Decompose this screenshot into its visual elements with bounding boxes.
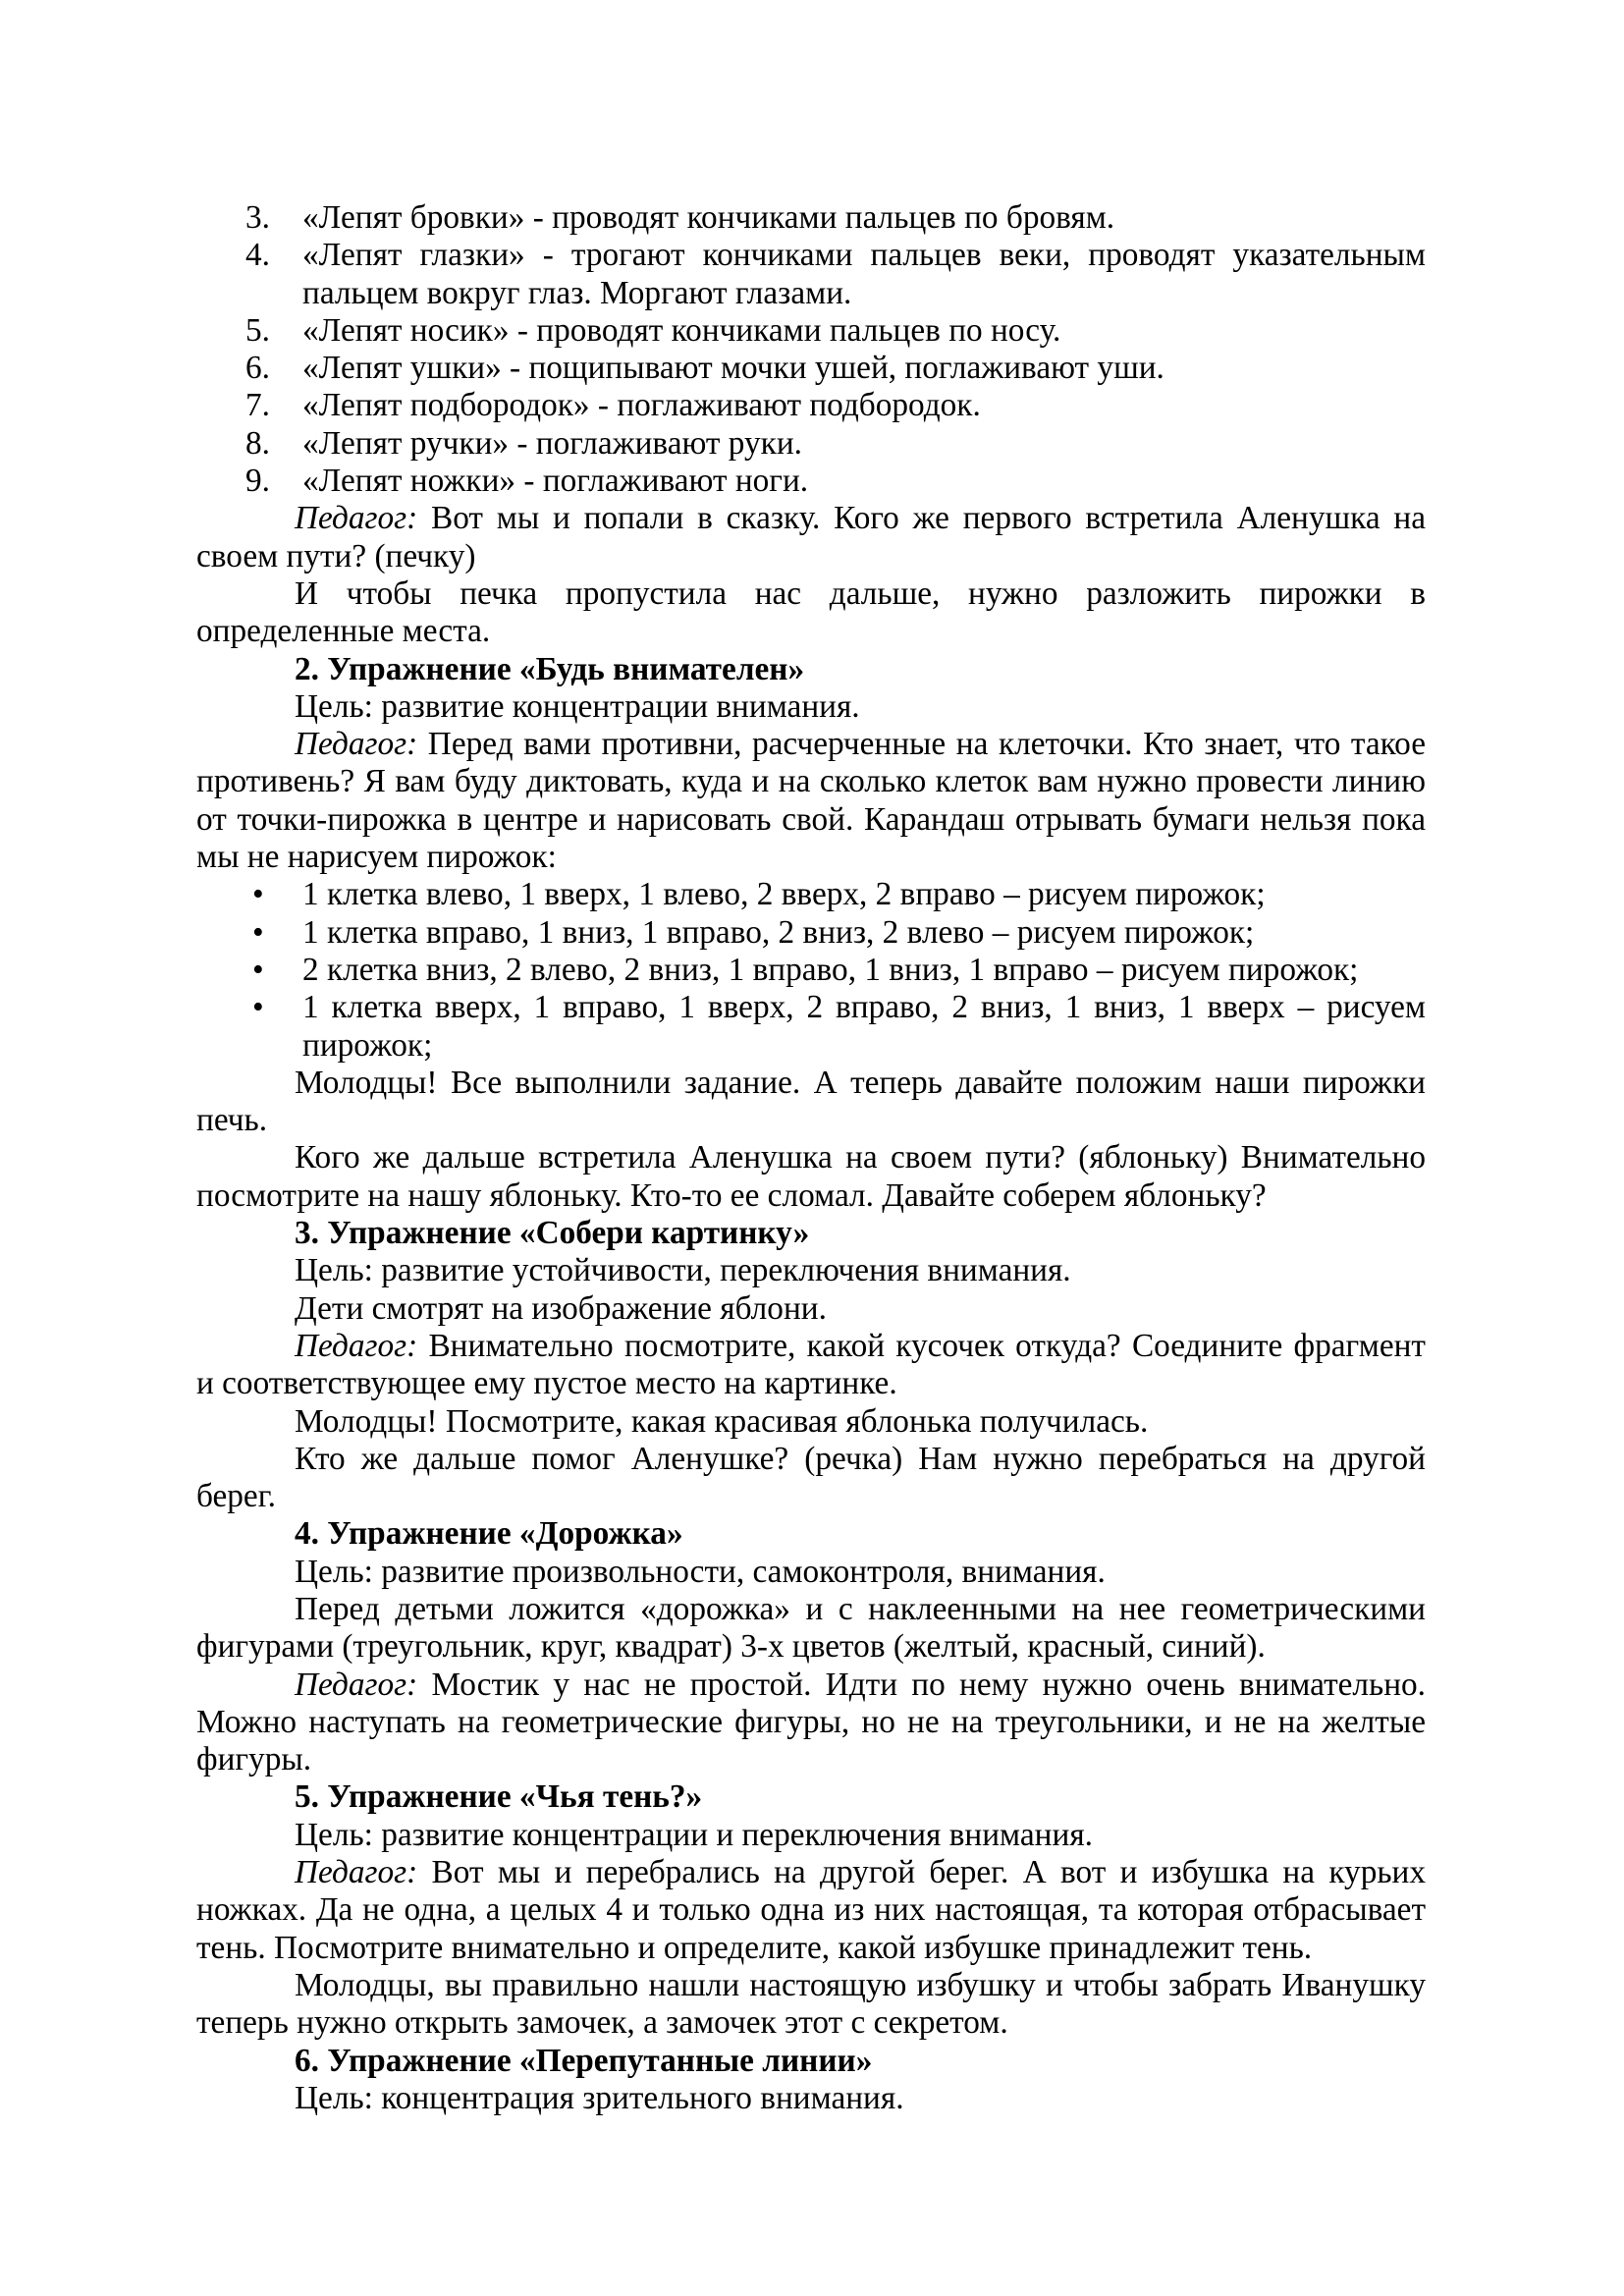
paragraph — [196, 2080, 1426, 2117]
numbered-list-item — [196, 425, 1426, 463]
numbered-list-item — [196, 463, 1426, 500]
text-run: Цель: развитие концентрации и переключения внимания. — [295, 1816, 1093, 1853]
text-run: 2 клетка вниз, 2 влево, 2 вниз, 1 вправо, 1 вниз, 1 вправо – рисуем пирожок; — [302, 951, 1359, 988]
text-run: Вот мы и попали в сказку. Кого же первого встретила Аленушка на своем пути? (печку) — [196, 500, 1426, 574]
text-run: И чтобы печка пропустила нас дальше, нужно разложить пирожки в определенные места. — [196, 574, 1426, 650]
list-number: 8. — [245, 424, 270, 462]
list-number: 6. — [245, 350, 270, 387]
paragraph — [196, 1554, 1426, 1591]
text-run: Цель: концентрация зрительного внимания. — [295, 2079, 904, 2116]
text-run: 5. Упражнение «Чья тень?» — [295, 1778, 703, 1816]
bullet-icon: • — [252, 913, 264, 951]
speaker-label: Педагог: — [295, 1854, 418, 1891]
paragraph — [196, 575, 1426, 651]
text-run: 1 клетка вверх, 1 вправо, 1 вверх, 2 вправо, 2 вниз, 1 вниз, 1 вверх – рисуем пирожок; — [302, 989, 1426, 1064]
bullet-list-item — [196, 876, 1426, 913]
exercise-heading — [196, 651, 1426, 688]
document-body — [196, 199, 1426, 2117]
text-run: «Лепят подбородок» - поглаживают подбородок. — [302, 387, 981, 424]
list-number: 4. — [245, 237, 270, 274]
text-run: «Лепят ручки» - поглаживают руки. — [302, 424, 802, 462]
text-run: Молодцы! Все выполнили задание. А теперь давайте положим наши пирожки печь. — [196, 1064, 1426, 1139]
numbered-list-item — [196, 350, 1426, 387]
bullet-list-item — [196, 989, 1426, 1065]
exercise-heading — [196, 1515, 1426, 1553]
speaker-label: Педагог: — [295, 726, 418, 763]
numbered-list-item — [196, 237, 1426, 312]
exercise-heading — [196, 1778, 1426, 1816]
bullet-icon: • — [252, 951, 264, 988]
text-run: 4. Упражнение «Дорожка» — [295, 1515, 683, 1553]
text-run: Кто же дальше помог Аленушке? (речка) Нам нужно перебраться на другой берег. — [196, 1440, 1426, 1515]
paragraph — [196, 500, 1426, 575]
bullet-icon: • — [252, 989, 264, 1026]
text-run: Мостик у нас не простой. Идти по нему нужно очень внимательно. Можно наступать на геометрические фигуры, но не на треугольники, и не на желтые фигуры. — [196, 1666, 1426, 1778]
numbered-list-item — [196, 199, 1426, 237]
text-run: Внимательно посмотрите, какой кусочек откуда? Соедините фрагмент и соответствующее ему пустое место на картинке. — [196, 1327, 1426, 1402]
exercise-heading — [196, 2043, 1426, 2080]
text-run: Перед вами противни, расчерченные на клеточки. Кто знает, что такое противень? Я вам буду диктовать, куда и на сколько клеток вам нужно провести линию от точки-пирожка в центре и нарисовать свой. Карандаш отрывать бумаги нельзя пока мы не нарисуем пирожок: — [196, 726, 1426, 876]
text-run: 6. Упражнение «Перепутанные линии» — [295, 2042, 873, 2079]
paragraph — [196, 1328, 1426, 1403]
bullet-list-item — [196, 952, 1426, 989]
paragraph — [196, 1817, 1426, 1854]
paragraph — [196, 1667, 1426, 1779]
text-run: «Лепят ушки» - пощипывают мочки ушей, поглаживают уши. — [302, 350, 1164, 387]
list-number: 5. — [245, 311, 270, 349]
list-number: 3. — [245, 199, 270, 236]
text-run: 1 клетка влево, 1 вверх, 1 влево, 2 вверх, 2 вправо – рисуем пирожок; — [302, 876, 1266, 913]
paragraph — [196, 1290, 1426, 1328]
paragraph — [196, 688, 1426, 726]
numbered-list-item — [196, 387, 1426, 424]
paragraph — [196, 1139, 1426, 1215]
speaker-label: Педагог: — [295, 1666, 418, 1703]
text-run: «Лепят бровки» - проводят кончиками пальцев по бровям. — [302, 199, 1115, 236]
text-run: «Лепят ножки» - поглаживают ноги. — [302, 463, 809, 500]
paragraph — [196, 726, 1426, 876]
speaker-label: Педагог: — [295, 500, 418, 537]
text-run: Цель: развитие концентрации внимания. — [295, 687, 860, 725]
exercise-heading — [196, 1215, 1426, 1252]
text-run: 3. Упражнение «Собери картинку» — [295, 1215, 810, 1252]
list-number: 7. — [245, 387, 270, 424]
speaker-label: Педагог: — [295, 1327, 418, 1364]
text-run: Перед детьми ложится «дорожка» и с наклеенными на нее геометрическими фигурами (треугольник, круг, квадрат) 3-х цветов (желтый, красный, синий). — [196, 1590, 1426, 1666]
text-run: Цель: развитие устойчивости, переключения внимания. — [295, 1252, 1071, 1289]
text-run: Молодцы! Посмотрите, какая красивая яблонька получилась. — [295, 1402, 1149, 1440]
text-run: Молодцы, вы правильно нашли настоящую избушку и чтобы забрать Иванушку теперь нужно открыть замочек, а замочек этот с секретом. — [196, 1966, 1426, 2042]
text-run: Кого же дальше встретила Аленушка на своем пути? (яблоньку) Внимательно посмотрите на нашу яблоньку. Кто-то ее сломал. Давайте соберем яблоньку? — [196, 1139, 1426, 1214]
paragraph — [196, 1403, 1426, 1441]
bullet-list-item — [196, 914, 1426, 952]
paragraph — [196, 1967, 1426, 2043]
paragraph — [196, 1441, 1426, 1516]
text-run: 2. Упражнение «Будь внимателен» — [295, 650, 805, 687]
text-run: 1 клетка вправо, 1 вниз, 1 вправо, 2 вниз, 2 влево – рисуем пирожок; — [302, 913, 1255, 951]
bullet-icon: • — [252, 876, 264, 913]
paragraph — [196, 1854, 1426, 1967]
list-number: 9. — [245, 463, 270, 500]
text-run: «Лепят глазки» - трогают кончиками пальцев веки, проводят указательным пальцем вокруг глаз. Моргают глазами. — [302, 237, 1426, 311]
numbered-list-item — [196, 312, 1426, 350]
text-run: Цель: развитие произвольности, самоконтроля, внимания. — [295, 1553, 1106, 1590]
paragraph — [196, 1591, 1426, 1667]
paragraph — [196, 1065, 1426, 1140]
text-run: Вот мы и перебрались на другой берег. А вот и избушка на курьих ножках. Да не одна, а целых 4 и только одна из них настоящая, та которая отбрасывает тень. Посмотрите внимательно и определите, какой избушке принадлежит тень. — [196, 1854, 1426, 1966]
paragraph — [196, 1252, 1426, 1289]
text-run: Дети смотрят на изображение яблони. — [295, 1289, 827, 1327]
text-run: «Лепят носик» - проводят кончиками пальцев по носу. — [302, 311, 1061, 349]
